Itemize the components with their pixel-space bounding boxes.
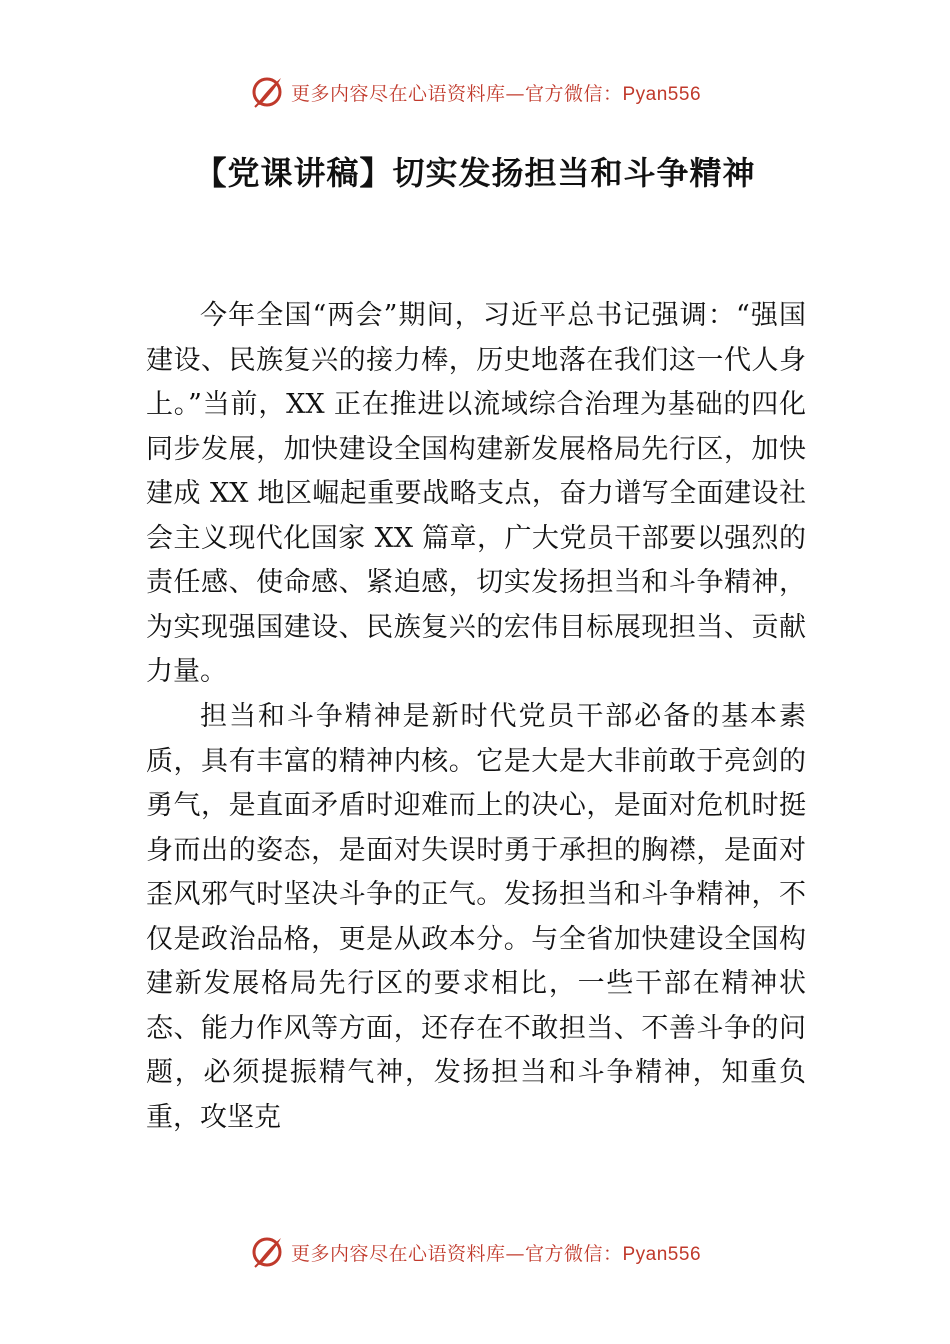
header-banner xyxy=(0,72,950,112)
paragraph-1: 今年全国“两会”期间，习近平总书记强调：“强国建设、民族复兴的接力棒，历史地落在我们这一代人身上。”当前，XX 正在推进以流域综合治理为基础的四化同步发展，加快建设全国构建新发展格局先行区，加快建成 XX 地区崛起重要战略支点，奋力谱写全面建设社会主义现代化国家 XX 篇章，广大党员干部要以强烈的责任感、使命感、紧迫感，切实发扬担当和斗争精神，为实现强国建设、民族复兴的宏伟目标展现担当、贡献力量。 xyxy=(146,300,806,687)
footer-wechat-id: Pyan556 xyxy=(622,1243,702,1265)
header-banner-text xyxy=(291,79,701,106)
footer-banner-label: 更多内容尽在心语资料库—官方微信： xyxy=(290,1242,623,1265)
paragraph-2: 担当和斗争精神是新时代党员干部必备的基本素质，具有丰富的精神内核。它是大是大非前敢于亮剑的勇气，是直面矛盾时迎难而上的决心，是面对危机时挺身而出的姿态，是面对失误时勇于承担的胸襟，是面对歪风邪气时坚决斗争的正气。发扬担当和斗争精神，不仅是政治品格，更是从政本分。与全省加快建设全国构建新发展格局先行区的要求相比，一些干部在精神状态、能力作风等方面，还存在不敢担当、不善斗争的问题，必须提振精气神，发扬担当和斗争精神，知重负重，攻坚克 xyxy=(146,701,806,1133)
footer-banner-text xyxy=(291,1239,701,1266)
footer-banner xyxy=(0,1232,950,1272)
document-title: 【党课讲稿】切实发扬担当和斗争精神 xyxy=(194,154,756,192)
header-wechat-id: Pyan556 xyxy=(622,83,702,105)
header-banner-label: 更多内容尽在心语资料库—官方微信： xyxy=(290,82,623,105)
quill-pen-logo-icon xyxy=(249,74,285,110)
quill-pen-logo-icon xyxy=(249,1234,285,1270)
